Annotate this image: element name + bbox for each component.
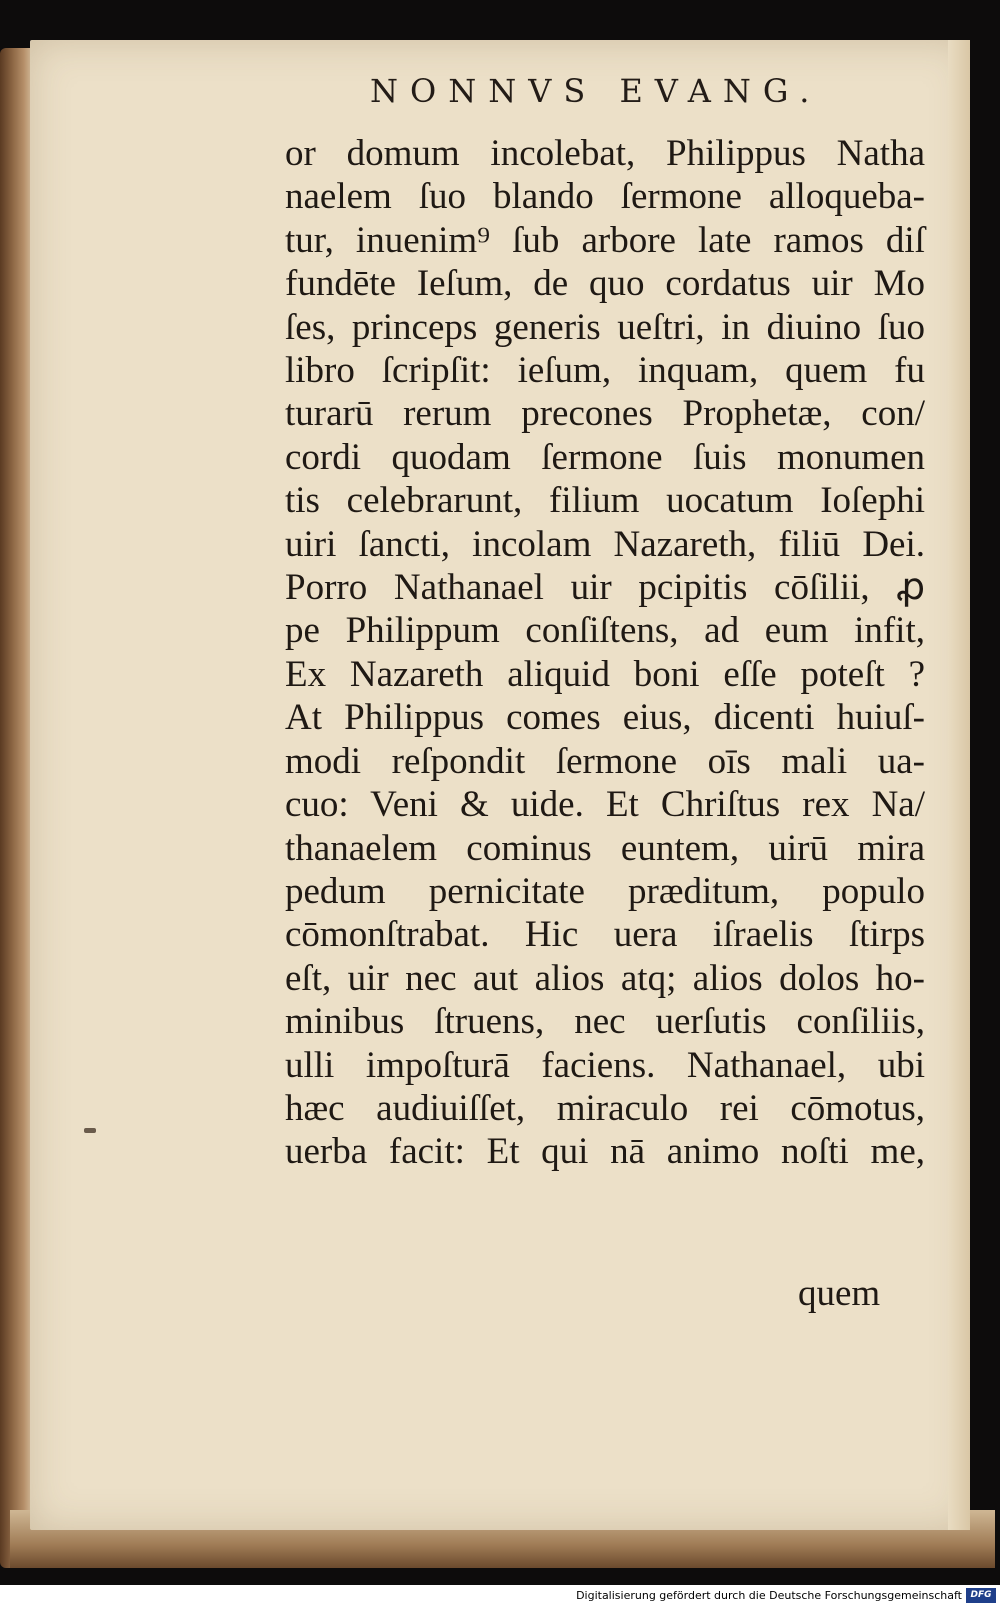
text-line: Ex Nazareth aliquid boni eſſe poteſt ? [285, 653, 925, 695]
text-line: Porro Nathanael uir pcipitis cōſilii, ꝓ [285, 567, 925, 609]
digitization-footer [0, 1585, 1000, 1609]
text-line: tis celebrarunt, filium uocatum Ioſephi [285, 480, 925, 522]
footer-credit: Digitalisierung gefördert durch die Deutsche Forschungsgemeinschaft [576, 1589, 962, 1602]
running-head: NONNVS EVANG. [370, 72, 822, 110]
margin-ink-mark [84, 1128, 96, 1133]
text-line: turarū rerum precones Prophetæ, con/ [285, 393, 925, 435]
text-line: pe Philippum conſiſtens, ad eum infit, [285, 610, 925, 652]
page-fore-edge [948, 40, 970, 1530]
text-line: fundēte Ieſum, de quo cordatus uir Mo [285, 263, 925, 305]
body-text [285, 132, 925, 1174]
text-line: cordi quodam ſermone ſuis monumen [285, 436, 925, 478]
text-line: uiri ſancti, incolam Nazareth, filiū Dei. [285, 523, 925, 565]
book-spine-edge [0, 48, 34, 1568]
text-line: thanaelem cominus euntem, uirū mira [285, 827, 925, 869]
text-line: or domum incolebat, Philippus Natha [285, 133, 925, 174]
dfg-logo: DFG [966, 1588, 996, 1603]
text-line: naelem ſuo blando ſermone alloqueba- [285, 176, 925, 218]
text-line: At Philippus comes eius, dicenti huiuſ- [285, 697, 925, 739]
text-line: modi reſpondit ſermone oīs mali ua- [285, 740, 925, 782]
text-line: minibus ſtruens, nec uerſutis conſiliis, [285, 1001, 925, 1043]
catchword: quem [798, 1273, 881, 1314]
text-line: hæc audiuiſſet, miraculo rei cōmotus, [285, 1087, 925, 1129]
text-line: eſt, uir nec aut alios atq; alios dolos ho- [285, 957, 925, 999]
text-line: uerba facit: Et qui nā animo noſti me, [285, 1131, 925, 1173]
text-line: ulli impoſturā faciens. Nathanael, ubi [285, 1044, 925, 1086]
text-line: pedum pernicitate præditum, populo [285, 870, 925, 912]
text-line: libro ſcripſit: ieſum, inquam, quem fu [285, 350, 925, 392]
text-line: tur, inuenim⁹ ſub arbore late ramos diſ [285, 219, 925, 261]
text-line: ſes, princeps generis ueſtri, in diuino ſuo [285, 306, 925, 348]
text-line: cuo: Veni & uide. Et Chriſtus rex Na/ [285, 784, 925, 826]
text-line: cōmonſtrabat. Hic uera iſraelis ſtirps [285, 914, 925, 956]
